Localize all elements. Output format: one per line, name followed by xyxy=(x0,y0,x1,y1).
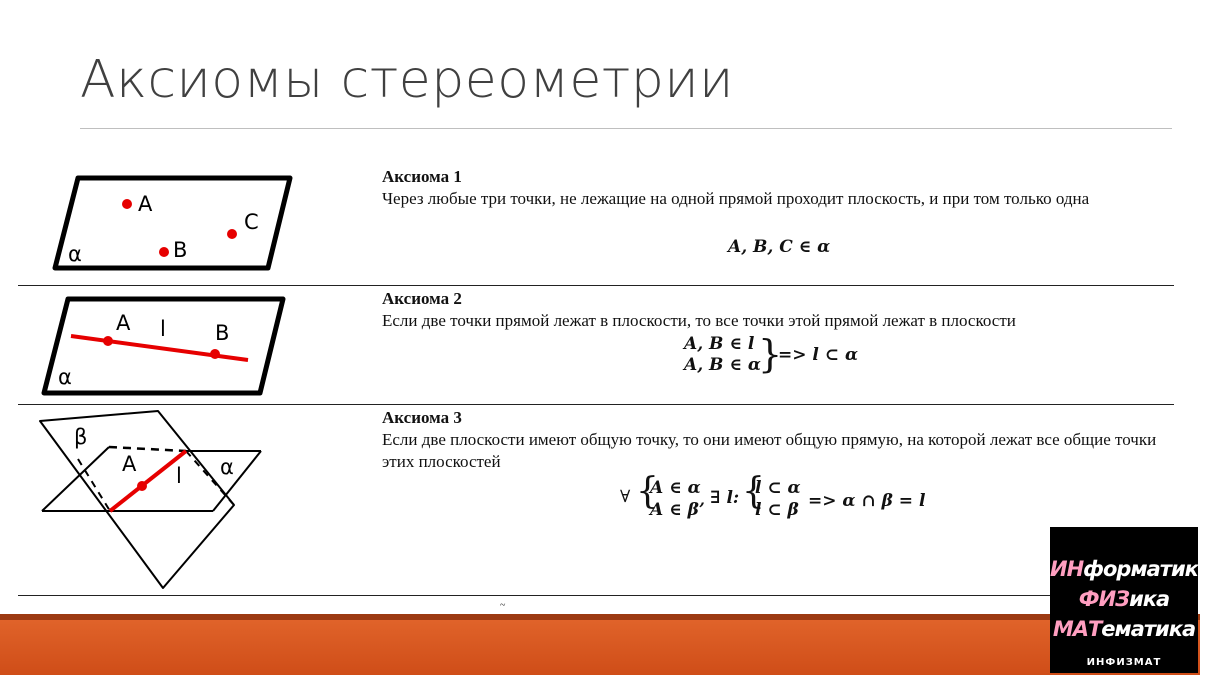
label-l: l xyxy=(176,464,182,488)
point-c-dot xyxy=(227,229,237,239)
axiom-2-condition-1: A, B ∈ l xyxy=(684,334,755,354)
label-a: A xyxy=(138,192,153,216)
axiom-2-result: => l ⊂ α xyxy=(778,345,859,365)
axiom-3-block xyxy=(382,407,1172,473)
figure-axiom-3 xyxy=(36,408,268,593)
axiom-2-text: Если две точки прямой лежат в плоскости, то все точки этой прямой лежат в плоскости xyxy=(382,311,1016,330)
label-c: C xyxy=(244,210,259,234)
logo-caption: ИНФИЗМАТ xyxy=(1086,657,1162,668)
hidden-edge-alpha xyxy=(109,447,186,451)
axiom-2-condition-2: A, B ∈ α xyxy=(684,355,761,375)
axiom-3-condition-1: A ∈ α xyxy=(650,478,701,498)
left-brace-icon: { xyxy=(636,471,659,512)
label-b: B xyxy=(215,321,230,345)
slide-title: Аксиомы стереометрии xyxy=(80,50,734,110)
point-a-dot xyxy=(137,481,147,491)
point-a-dot xyxy=(122,199,132,209)
axiom-3-line-condition-1: l ⊂ α xyxy=(755,478,801,498)
row-divider-2 xyxy=(18,404,1174,405)
axiom-3-line-conditions xyxy=(755,477,801,521)
axiom-3-exists: ∃ l: xyxy=(710,488,740,508)
axiom-2-heading: Аксиома 2 xyxy=(382,289,462,308)
figure-axiom-2 xyxy=(38,292,308,402)
forall-symbol: ∀ xyxy=(620,487,631,507)
axiom-1-formula: A, B, C ∈ α xyxy=(728,237,831,257)
logo-line-2: ФИЗика xyxy=(1078,587,1170,611)
footer-bar xyxy=(0,620,1200,675)
figure-axiom-1 xyxy=(40,165,310,280)
axiom-3-conditions xyxy=(650,477,705,521)
point-b-dot xyxy=(210,349,220,359)
axiom-1-text: Через любые три точки, не лежащие на одной прямой проходит плоскость, и при том только одна xyxy=(382,189,1090,208)
label-alpha: α xyxy=(58,365,72,389)
row-divider-3 xyxy=(18,595,1174,596)
brace-icon: } xyxy=(758,332,783,376)
label-b: B xyxy=(173,238,188,262)
logo-line-1: ИНформатика xyxy=(1050,557,1211,581)
label-l: l xyxy=(160,317,166,341)
label-alpha: α xyxy=(220,455,234,479)
axiom-3-line-condition-2: l ⊂ β xyxy=(755,500,799,520)
axiom-3-result: => α ∩ β = l xyxy=(808,491,926,511)
axiom-2-block xyxy=(382,288,1172,332)
label-a: A xyxy=(122,452,137,476)
axiom-3-text: Если две плоскости имеют общую точку, то они имеют общую прямую, на которой лежат все общие точки этих плоскостей xyxy=(382,430,1157,471)
footer-mark: ~ xyxy=(500,600,506,611)
title-divider xyxy=(80,128,1172,129)
point-a-dot xyxy=(103,336,113,346)
row-divider-1 xyxy=(18,285,1174,286)
left-brace-icon: { xyxy=(742,471,765,512)
label-beta: β xyxy=(74,425,88,449)
logo-line-3: МАТематика xyxy=(1052,617,1196,641)
point-b-dot xyxy=(159,247,169,257)
axiom-1-block xyxy=(382,166,1172,210)
label-a: A xyxy=(116,311,131,335)
axiom-1-heading: Аксиома 1 xyxy=(382,167,462,186)
axiom-3-heading: Аксиома 3 xyxy=(382,408,462,427)
plane-beta xyxy=(40,411,234,588)
axiom-2-formula-system xyxy=(684,334,761,376)
infizmat-logo xyxy=(1050,527,1211,673)
label-alpha: α xyxy=(68,242,82,266)
axiom-3-condition-2: A ∈ β’ xyxy=(650,500,705,520)
